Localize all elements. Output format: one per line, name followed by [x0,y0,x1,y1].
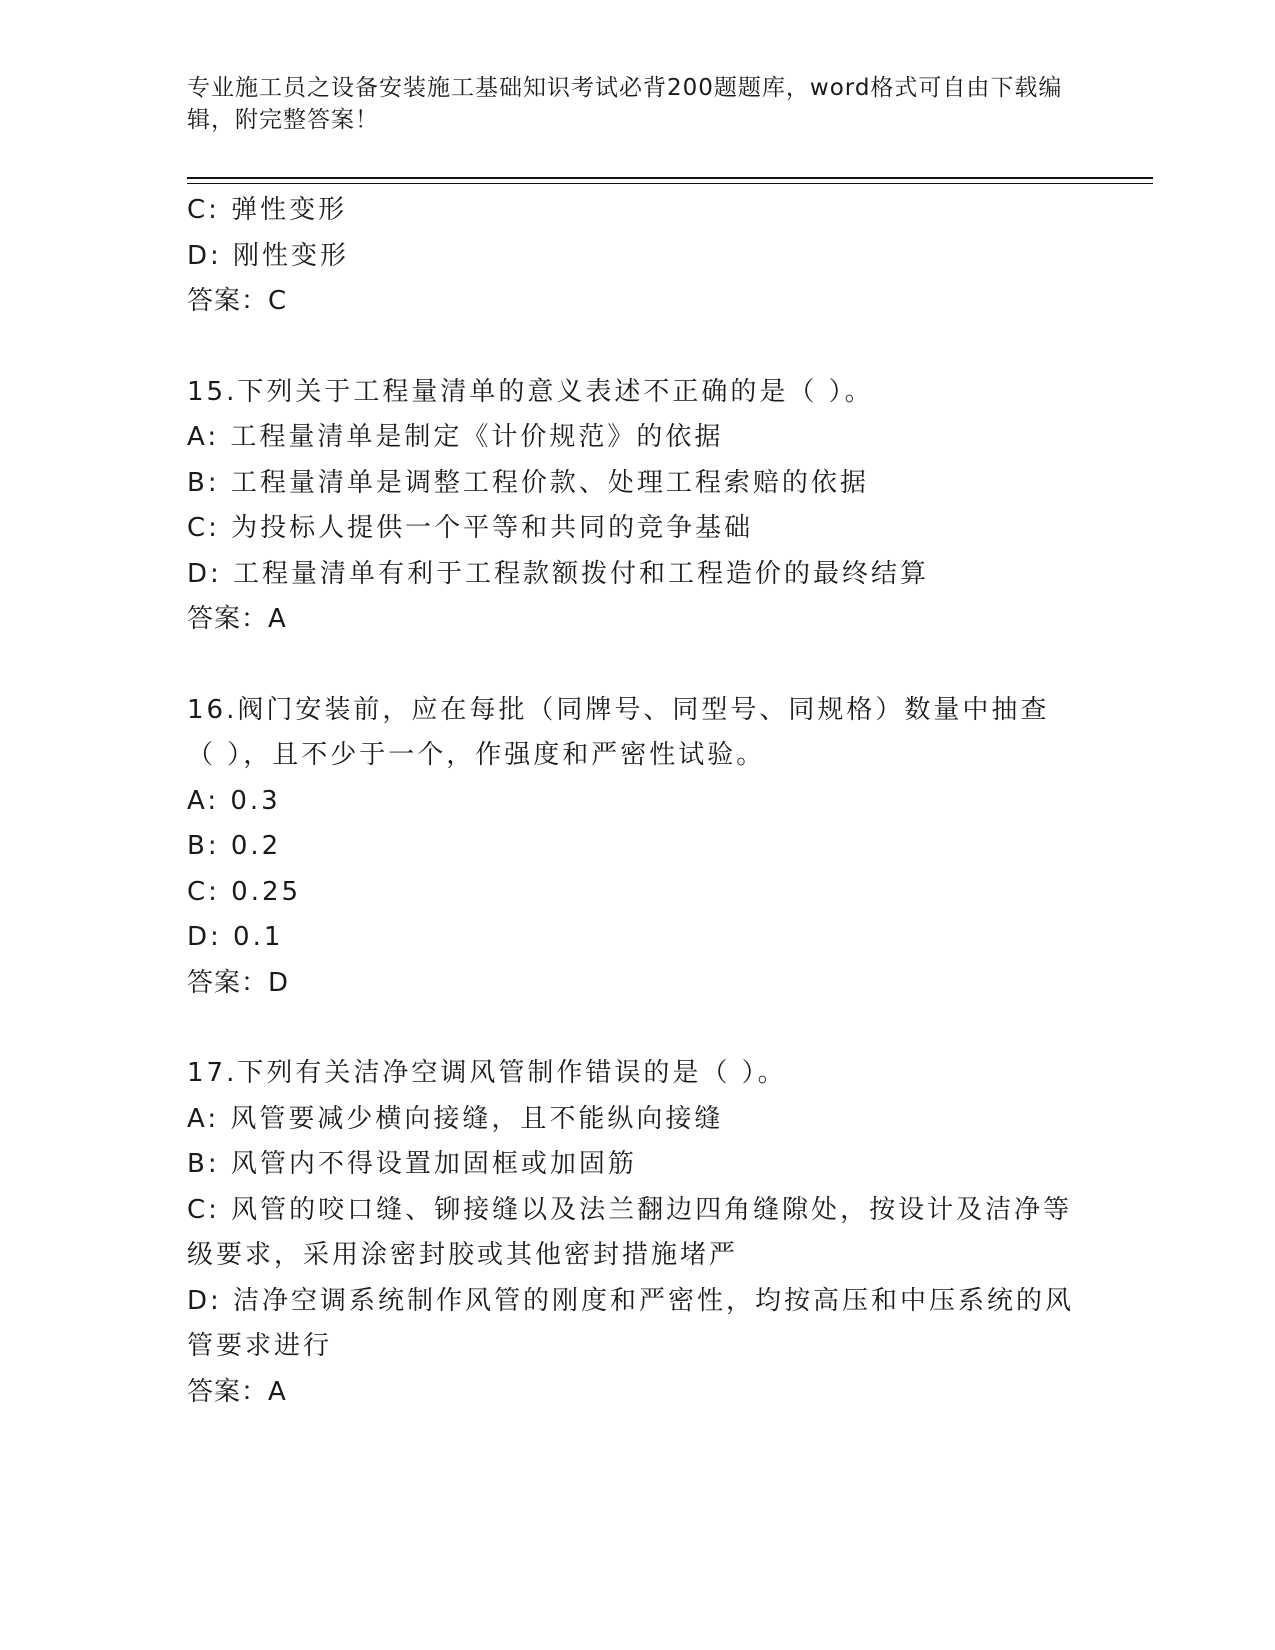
option-a: A: 风管要减少横向接缝，且不能纵向接缝 [187,1103,724,1134]
option-b: B: 0.2 [187,831,282,861]
option-a: A: 0.3 [187,785,281,816]
option-c: C: 风管的咬口缝、铆接缝以及法兰翻边四角缝隙处，按设计及洁净等级要求，采用涂密封胶或其他密封措施堵严 [187,1194,1073,1270]
question-17 [187,1051,1077,1415]
option-d: D: 刚性变形 [187,240,350,271]
header-rule-thick [187,177,1153,179]
question-stem: 17.下列有关洁净空调风管制作错误的是（ ）。 [187,1058,787,1088]
option-d: D: 洁净空调系统制作风管的刚度和严密性，均按高压和中压系统的风管要求进行 [187,1285,1075,1361]
option-d: D: 工程量清单有利于工程款额拨付和工程造价的最终结算 [187,558,930,589]
header-rule-thin [187,183,1153,184]
answer: 答案：D [187,967,290,998]
answer: 答案：A [187,604,287,634]
question-15 [187,370,1077,643]
option-d: D: 0.1 [187,922,284,952]
option-b: B: 工程量清单是调整工程价款、处理工程索赔的依据 [187,467,869,498]
question-stem: 15.下列关于工程量清单的意义表述不正确的是（ ）。 [187,376,874,407]
question-fragment [187,188,1077,325]
answer: 答案：A [187,1376,287,1407]
option-c: C: 0.25 [187,876,302,907]
answer: 答案：C [187,286,288,316]
option-b: B: 风管内不得设置加固框或加固筋 [187,1149,637,1179]
question-16 [187,688,1077,1007]
spacer [187,325,1077,370]
question-stem: 16.阀门安装前，应在每批（同牌号、同型号、同规格）数量中抽查（ ），且不少于一个，作强度和严密性试验。 [187,694,1050,770]
question-content [187,188,1077,1415]
spacer [187,643,1077,688]
option-a: A: 工程量清单是制定《计价规范》的依据 [187,422,724,452]
spacer [187,1006,1077,1051]
header-title: 专业施工员之设备安装施工基础知识考试必背200题题库，word格式可自由下载编辑，附完整答案！ [187,75,1063,133]
option-c: C: 为投标人提供一个平等和共同的竞争基础 [187,513,754,543]
option-c: C: 弹性变形 [187,195,348,225]
document-header [187,72,1067,136]
